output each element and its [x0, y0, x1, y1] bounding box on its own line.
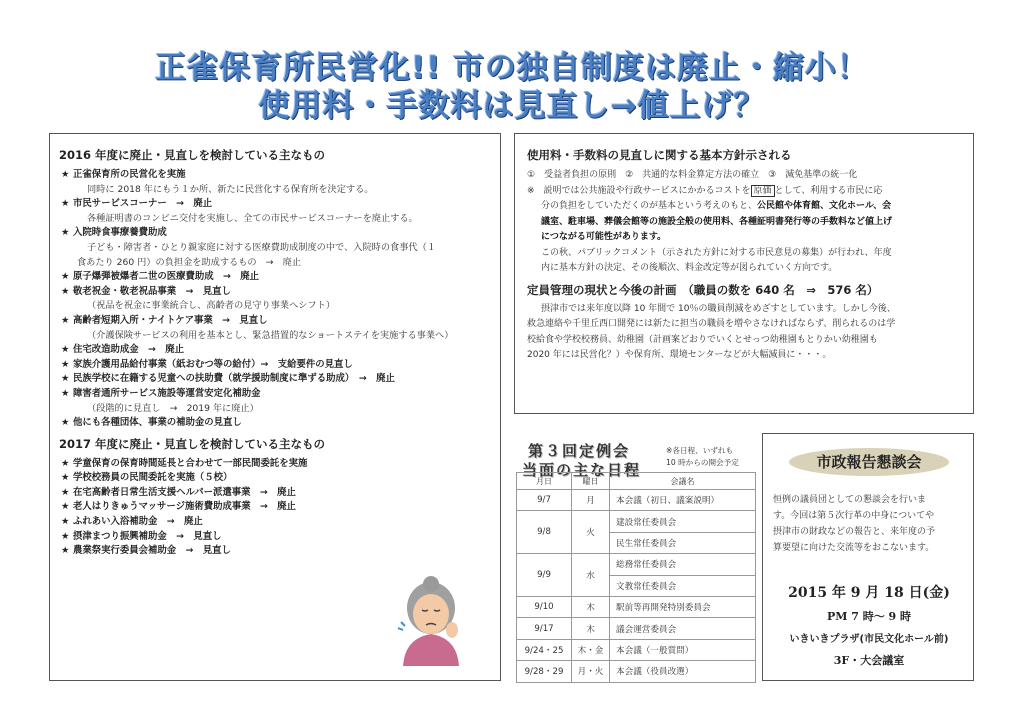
meeting-cell: 総務常任委員会 [610, 554, 756, 575]
list-item-note: （段階的に見直し → 2019 年に廃止） [87, 402, 259, 414]
column-header: 会議名 [610, 473, 756, 490]
star-icon: ★ [61, 314, 70, 326]
list-item: ★ 市民サービスコーナー → 廃止 [59, 197, 500, 212]
list-item: ★ 民族学校に在籍する児童への扶助費（就学援助制度に準ずる助成） → 廃止 [59, 372, 500, 387]
grandma-illustration [395, 572, 467, 666]
list-item-note: （祝品を祝金に事業統合し、高齢者の見守り事業へシフト） [87, 300, 336, 312]
town-meeting-description: 恒例の議員団としての懇談会を行いま す。今回は第５次行革の中身についてや 摂津市の財政などの報告と、来年度の予 算要望に向けた交流等をおこないます。 [773, 495, 936, 553]
headline-line2: 使用料・手数料は見直し→値上げ？ [258, 88, 766, 124]
town-meeting-time: PM 7 時～ 9 時 [826, 610, 912, 623]
list-item-note: 子ども・障害者・ひとり親家庭に対する医療費助成制度の中で、入院時の食事代（１ [87, 241, 436, 253]
town-meeting-place: いきいきプラザ(市民文化ホール前) [789, 634, 949, 645]
list-item: ★ 老人はりきゅうマッサージ施術費助成事業 → 廃止 [59, 500, 500, 515]
list-item: ★ 障害者通所サービス施設等運営安定化補助金 [59, 387, 500, 402]
section-2016-title: 2016 年度に廃止・見直しを検討している主なもの [59, 148, 326, 162]
list-item: ★ 原子爆弾被爆者二世の医療費助成 → 廃止 [59, 270, 500, 285]
star-icon: ★ [61, 387, 70, 399]
table-row [517, 618, 756, 639]
policy-text: 議室、駐車場、葬儀会館等の施設全般の使用料、各種証明書発行等の手数料など値上げ [541, 216, 893, 227]
policy-text: につながる可能性があります。 [541, 232, 667, 242]
schedule-table [516, 472, 756, 683]
staff-text: 摂津市では来年度以降 10 年間で 10％の職員削減をめざすとしています。しかし今後、 [541, 303, 896, 314]
column-header: 曜日 [572, 473, 610, 490]
fee-policy-title: 使用料・手数料の見直しに関する基本方針示される [527, 148, 792, 162]
date-cell: 9/7 [517, 490, 572, 511]
town-meeting-room: 3F・大会議室 [833, 654, 905, 667]
table-row [517, 596, 756, 617]
weekday-cell: 木 [572, 618, 610, 639]
headline-line1: 正雀保育所民営化!! 市の独自制度は廃止・縮小！ [154, 50, 870, 86]
weekday-cell: 月・火 [572, 661, 610, 682]
date-cell: 9/28・29 [517, 661, 572, 682]
list-item: ★ 農業祭実行委員会補助金 → 見直し [59, 544, 500, 559]
list-item-note: 同時に 2018 年にもう１か所、新たに民営化する保育所を決定する。 [87, 183, 374, 195]
table-row [517, 490, 756, 511]
fee-policy-panel [514, 133, 974, 414]
star-icon: ★ [61, 486, 70, 498]
list-item: ★ 入院時食事療養費助成 [59, 226, 500, 241]
date-cell: 9/24・25 [517, 639, 572, 660]
schedule-note: ※各日程、いずれも [666, 446, 734, 455]
list-item: ★ 学校校務員の民間委託を実施（５校） [59, 471, 500, 486]
weekday-cell: 火 [572, 511, 610, 554]
list-item: ★ 住宅改造助成金 → 廃止 [59, 343, 500, 358]
list-item: ★ 敬老祝金・敬老祝品事業 → 見直し [59, 285, 500, 300]
schedule-title-2: 当面の主な日程 [522, 461, 642, 479]
star-icon: ★ [61, 285, 70, 297]
town-meeting-panel [762, 433, 974, 681]
schedule-title-1: 第３回定例会 [528, 442, 631, 460]
cost-keyword: 原価 [751, 185, 775, 197]
table-header-row [517, 473, 756, 490]
list-item: ★ 他にも各種団体、事業の補助金の見直し [59, 416, 500, 431]
policy-text: ※ 説明では公共施設や行政サービスにかかるコストを 原価 として、利用する市民に応 [527, 185, 883, 196]
date-cell: 9/17 [517, 618, 572, 639]
date-cell: 9/10 [517, 596, 572, 617]
meeting-cell: 本会議（役員改選） [610, 661, 756, 682]
star-icon: ★ [61, 373, 70, 385]
grandma-face [413, 594, 449, 634]
star-icon: ★ [61, 457, 70, 469]
list-item-note: 各種証明書のコンビニ交付を実施し、全ての市民サービスコーナーを廃止する。 [87, 212, 418, 224]
weekday-cell: 月 [572, 490, 610, 511]
schedule-note: 10 時からの開会予定 [666, 458, 739, 467]
star-icon: ★ [61, 358, 70, 370]
weekday-cell: 木・金 [572, 639, 610, 660]
sweat-icon [398, 622, 405, 630]
list-item: ★ 正雀保育所の民営化を実施 [59, 168, 500, 183]
policy-text: 分の負担をしていただくのが基本という考えのもと、公民館や体育館、文化ホール、会 [541, 201, 892, 211]
meeting-cell: 建設常任委員会 [610, 511, 756, 532]
star-icon: ★ [61, 271, 70, 283]
date-cell: 9/9 [517, 554, 572, 597]
meeting-cell: 本会議（一般質問） [610, 639, 756, 660]
weekday-cell: 木 [572, 596, 610, 617]
grandma-bun [423, 576, 439, 592]
staff-plan-title: 定員管理の現状と今後の計画 （職員の数を 640 名 ⇒ 576 名） [527, 282, 879, 297]
meeting-cell: 文教常任委員会 [610, 575, 756, 596]
town-meeting-title: 市政報告懇談会 [789, 448, 949, 476]
star-icon: ★ [61, 472, 70, 484]
star-icon: ★ [61, 530, 70, 542]
date-cell: 9/8 [517, 511, 572, 554]
list-item-note: （介護保険サービスの利用を基本とし、緊急措置的なショートステイを実施する事業へ） [87, 329, 454, 341]
table-row [517, 554, 756, 575]
grandma-hand [446, 622, 458, 638]
column-header: 月日 [517, 473, 572, 490]
policy-principles: ① 受益者負担の原則 ② 共通的な料金算定方法の確立 ③ 減免基準の統一化 [527, 170, 858, 180]
list-item-note: 食あたり 260 円）の負担金を助成するもの → 廃止 [77, 256, 302, 268]
table-row [517, 661, 756, 682]
star-icon: ★ [61, 198, 70, 210]
list-item: ★ 学童保育の保育時間延長と合わせて一部民間委託を実施 [59, 457, 500, 472]
star-icon: ★ [61, 516, 70, 528]
weekday-cell: 水 [572, 554, 610, 597]
meeting-cell: 議会運営委員会 [610, 618, 756, 639]
star-icon: ★ [61, 545, 70, 557]
star-icon: ★ [61, 501, 70, 513]
staff-text: 校給食や学校校務員、幼稚園（計画案どおりでいくとせっつ幼稚園もとりかい幼稚園も [527, 334, 878, 345]
staff-text: 2020 年には民営化？）や保育所、環境センターなどが大幅減員に・・・。 [527, 350, 832, 360]
meeting-cell: 駅前等再開発特別委員会 [610, 596, 756, 617]
town-meeting-date: 2015 年 9 月 18 日(金) [788, 585, 950, 601]
list-item: ★ 家族介護用品給付事業（紙おむつ等の給付）→ 支給要件の見直し [59, 358, 500, 373]
star-icon: ★ [61, 344, 70, 356]
policy-text: この秋、パブリックコメント（示された方針に対する市民意見の募集）が行われ、年度 [541, 247, 892, 258]
star-icon: ★ [61, 417, 70, 429]
section-2017-title: 2017 年度に廃止・見直しを検討している主なもの [59, 436, 326, 451]
policy-text: 内に基本方針の決定、その後順次、料金改定等が図られていく方向です。 [541, 263, 838, 273]
list-item: ★ 高齢者短期入所・ナイトケア事業 → 見直し [59, 314, 500, 329]
list-item: ★ ふれあい入浴補助金 → 廃止 [59, 515, 500, 530]
list-item: ★ 摂津まつり振興補助金 → 見直し [59, 530, 500, 545]
star-icon: ★ [61, 169, 70, 180]
list-item: ★ 在宅高齢者日常生活支援ヘルパー派遣事業 → 廃止 [59, 486, 500, 501]
staff-text: 救急連絡や千里丘西口開発には新たに担当の職員を増やさなければならず、削られるのは学 [527, 319, 896, 329]
grandma-dress [403, 634, 459, 666]
table-row [517, 511, 756, 532]
table-row [517, 639, 756, 660]
meeting-cell: 本会議（初日、議案説明） [610, 490, 756, 511]
star-icon: ★ [61, 227, 70, 239]
meeting-cell: 民生常任委員会 [610, 532, 756, 553]
